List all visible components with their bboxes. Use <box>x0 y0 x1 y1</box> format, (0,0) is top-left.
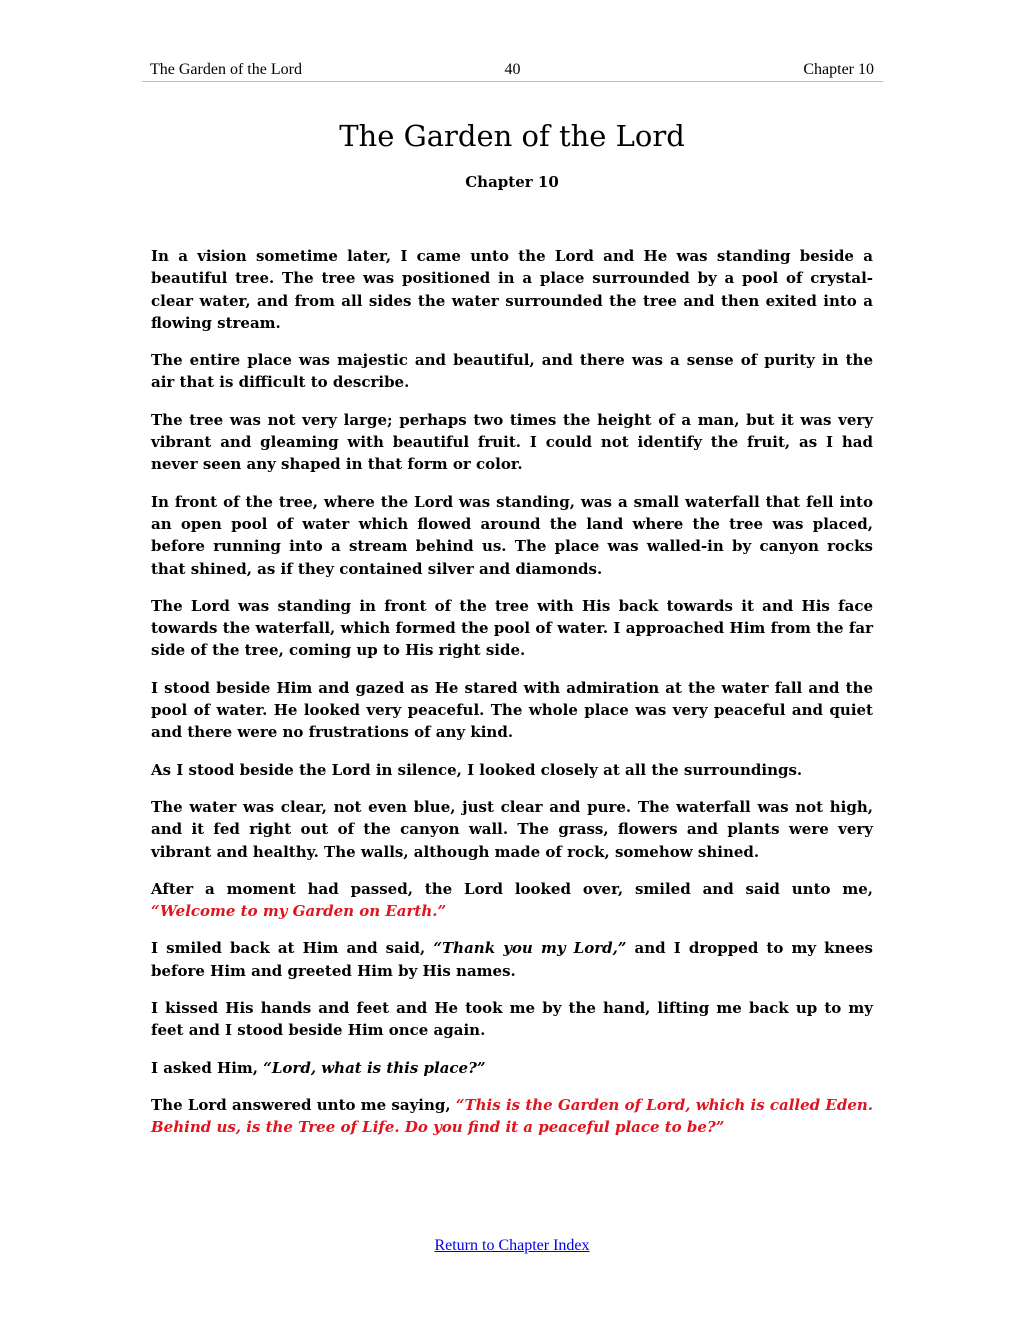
paragraph-text: After a moment had passed, the Lord looked over, smiled and said unto me, <box>151 879 873 898</box>
header-chapter: Chapter 10 <box>803 61 874 78</box>
paragraph <box>151 937 873 982</box>
paragraph <box>151 1094 873 1139</box>
paragraph: The water was clear, not even blue, just clear and pure. The waterfall was not high, and it fed right out of the canyon wall. The grass, flowers and plants were very vibrant and healthy. The walls, although made of rock, somehow shined. <box>151 797 873 861</box>
narrator-quote: “Thank you my Lord,” <box>433 939 627 958</box>
chapter-body <box>151 245 873 1154</box>
lord-quote: “This is the Garden of Lord, which is called Eden. Behind us, is the Tree of Life. Do you find it a peaceful place to be?” <box>151 1095 873 1137</box>
narrator-quote: “Lord, what is this place?” <box>263 1058 486 1077</box>
return-to-chapter-index-link[interactable]: Return to Chapter Index <box>434 1237 590 1254</box>
page-header <box>142 60 883 82</box>
page-title: The Garden of the Lord <box>339 119 685 153</box>
paragraph <box>151 1057 873 1079</box>
paragraph: The tree was not very large; perhaps two times the height of a man, but it was very vibrant and gleaming with beautiful fruit. I could not identify the fruit, as I had never seen any shaped in that form or color. <box>151 410 873 474</box>
header-book-title: The Garden of the Lord <box>150 61 302 78</box>
paragraph: I stood beside Him and gazed as He stared with admiration at the water fall and the pool of water. He looked very peaceful. The whole place was very peaceful and quiet and there were no frustrations of any kind. <box>151 678 873 742</box>
paragraph <box>151 878 873 923</box>
paragraph-text: I asked Him, <box>151 1058 264 1077</box>
page-footer <box>0 1237 1024 1255</box>
header-page-number: 40 <box>504 61 521 78</box>
paragraph: The Lord was standing in front of the tree with His back towards it and His face towards the waterfall, which formed the pool of water. I approached Him from the far side of the tree, coming up to His right side. <box>151 596 873 660</box>
paragraph: The entire place was majestic and beautiful, and there was a sense of purity in the air that is difficult to describe. <box>151 351 873 392</box>
paragraph-text: and I dropped to my knees before Him and greeted Him by His names. <box>151 939 873 980</box>
lord-quote: “Welcome to my Garden on Earth.” <box>151 902 447 921</box>
paragraph-text: I smiled back at Him and said, <box>151 939 434 958</box>
paragraph: I kissed His hands and feet and He took me by the hand, lifting me back up to my feet and I stood beside Him once again. <box>151 999 873 1040</box>
paragraph-text: The Lord answered unto me saying, <box>151 1095 456 1114</box>
chapter-subtitle: Chapter 10 <box>465 173 559 191</box>
paragraph: In a vision sometime later, I came unto the Lord and He was standing beside a beautiful tree. The tree was positioned in a place surrounded by a pool of crystal-clear water, and from all sides the water surrounded the tree and then exited into a flowing stream. <box>151 247 873 332</box>
paragraph: In front of the tree, where the Lord was standing, was a small waterfall that fell into an open pool of water which flowed around the land where the tree was placed, before running into a stream behind us. The place was walled-in by canyon rocks that shined, as if they contained silver and diamonds. <box>151 492 873 578</box>
paragraph: As I stood beside the Lord in silence, I looked closely at all the surroundings. <box>151 760 803 779</box>
